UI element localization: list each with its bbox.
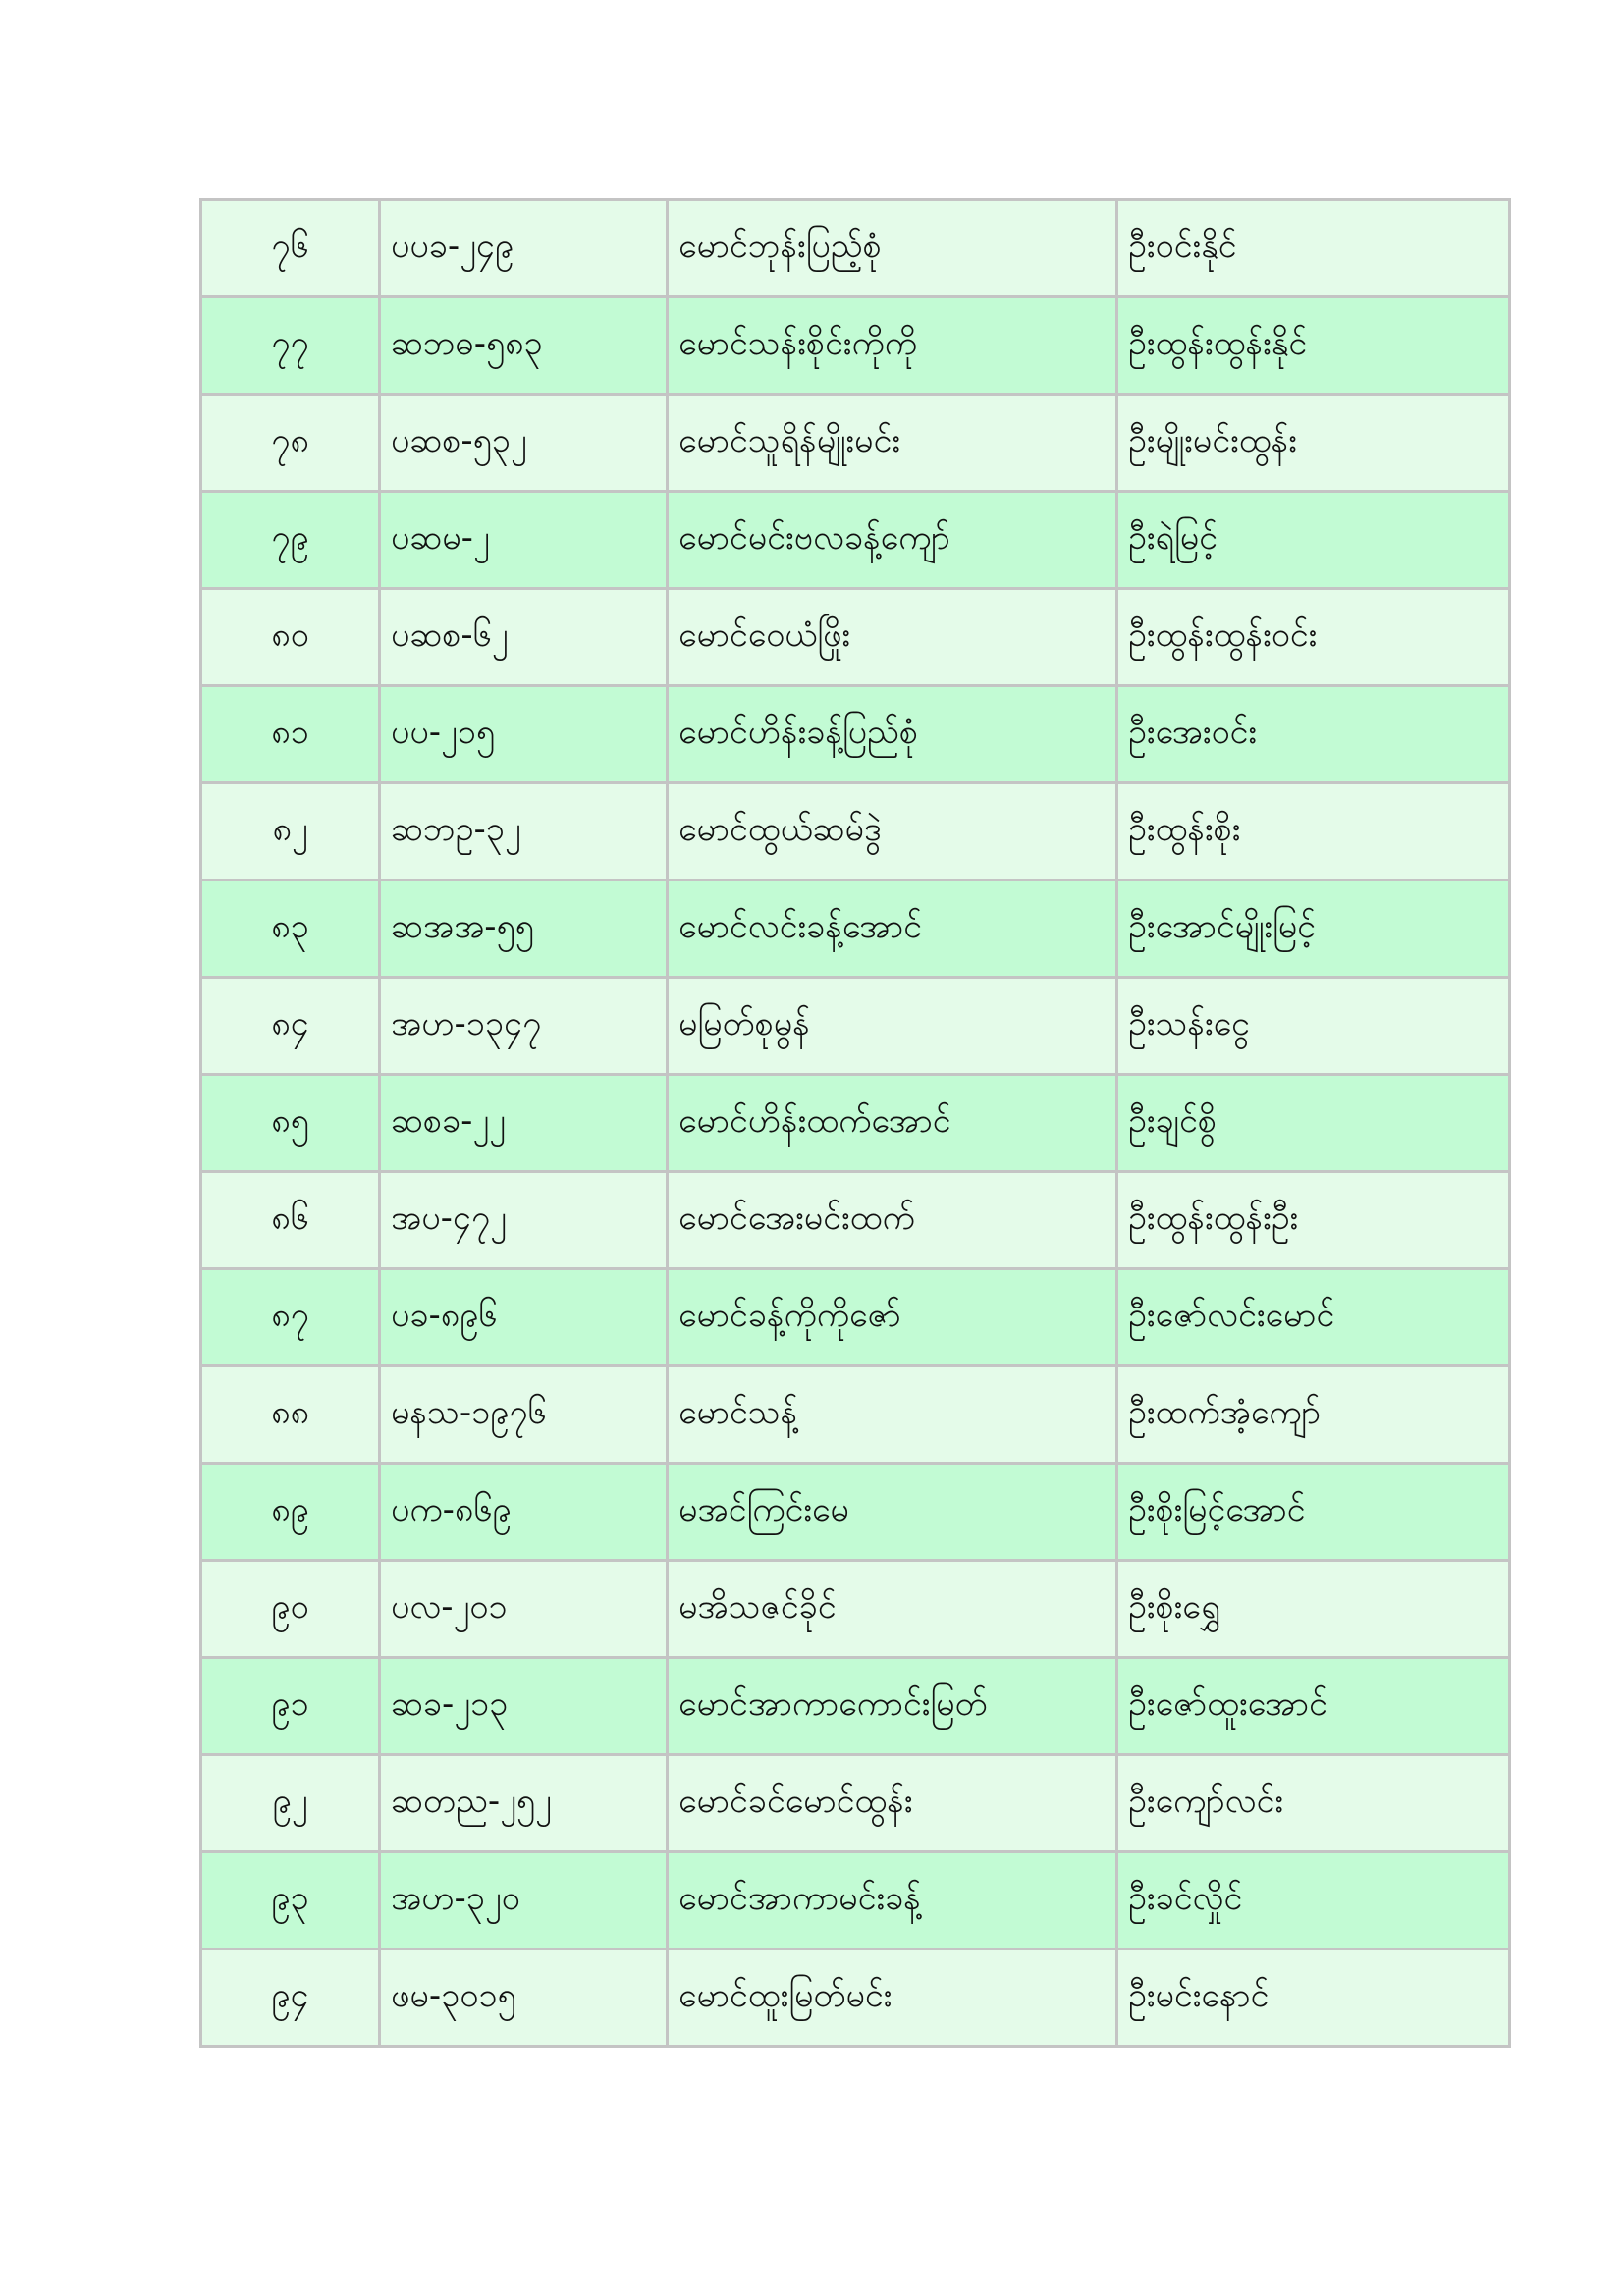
father-name-cell: ဦးဇော်လင်းမောင် (1117, 1269, 1510, 1366)
registration-number-cell: အဟ-၃၂၀ (380, 1852, 668, 1949)
student-name-cell: မောင်ထွယ်ဆမ်ဒွဲ (668, 783, 1117, 881)
row-number-cell: ၈၅ (201, 1075, 380, 1172)
registration-number-cell: ဆစခ-၂၂ (380, 1075, 668, 1172)
father-name-cell: ဦးကျော်လင်း (1117, 1755, 1510, 1852)
student-name-cell: မောင်ဟိန်းခန့်ပြည်စုံ (668, 686, 1117, 783)
student-name-cell: မအင်ကြင်းမေ (668, 1464, 1117, 1561)
table-row (201, 200, 1510, 297)
table-row (201, 1949, 1510, 2047)
table-row (201, 297, 1510, 395)
student-name-cell: မောင်လင်းခန့်အောင် (668, 881, 1117, 978)
table-row (201, 1755, 1510, 1852)
father-name-cell: ဦးသန်းငွေ (1117, 978, 1510, 1075)
row-number-cell: ၇၇ (201, 297, 380, 395)
father-name-cell: ဦးမင်းနောင် (1117, 1949, 1510, 2047)
student-name-cell: မောင်အေးမင်းထက် (668, 1172, 1117, 1269)
table-row (201, 978, 1510, 1075)
father-name-cell: ဦးစိုးမြင့်အောင် (1117, 1464, 1510, 1561)
registration-number-cell: ပဆမ-၂ (380, 492, 668, 589)
table-row (201, 1658, 1510, 1755)
registration-number-cell: ဖမ-၃၀၁၅ (380, 1949, 668, 2047)
table-row (201, 492, 1510, 589)
registration-number-cell: အဟ-၁၃၄၇ (380, 978, 668, 1075)
father-name-cell: ဦးထက်အံ့ကျော် (1117, 1366, 1510, 1464)
student-name-cell: မောင်ခန့်ကိုကိုဇော် (668, 1269, 1117, 1366)
father-name-cell: ဦးထွန်းစိုး (1117, 783, 1510, 881)
father-name-cell: ဦးစိုးရွှေ (1117, 1561, 1510, 1658)
row-number-cell: ၈၈ (201, 1366, 380, 1464)
table-row (201, 1561, 1510, 1658)
father-name-cell: ဦးအေးဝင်း (1117, 686, 1510, 783)
student-name-cell: မအိသဇင်ခိုင် (668, 1561, 1117, 1658)
row-number-cell: ၉၂ (201, 1755, 380, 1852)
father-name-cell: ဦးဝင်းနိုင် (1117, 200, 1510, 297)
row-number-cell: ၈၉ (201, 1464, 380, 1561)
table-row (201, 1269, 1510, 1366)
registration-number-cell: ဆအအ-၅၅ (380, 881, 668, 978)
father-name-cell: ဦးထွန်းထွန်းဦး (1117, 1172, 1510, 1269)
student-name-cell: မောင်ဝေယံဖြိုး (668, 589, 1117, 686)
row-number-cell: ၇၈ (201, 395, 380, 492)
father-name-cell: ဦးထွန်းထွန်းနိုင် (1117, 297, 1510, 395)
registration-number-cell: ပဆစ-၅၃၂ (380, 395, 668, 492)
registration-number-cell: ဆခ-၂၁၃ (380, 1658, 668, 1755)
student-name-cell: မောင်ဟိန်းထက်အောင် (668, 1075, 1117, 1172)
father-name-cell: ဦးဇော်ထူးအောင် (1117, 1658, 1510, 1755)
row-number-cell: ၈၇ (201, 1269, 380, 1366)
father-name-cell: ဦးချင်စွိ (1117, 1075, 1510, 1172)
registration-number-cell: အပ-၄၇၂ (380, 1172, 668, 1269)
row-number-cell: ၈၃ (201, 881, 380, 978)
table-row (201, 1075, 1510, 1172)
registration-number-cell: ပပ-၂၁၅ (380, 686, 668, 783)
row-number-cell: ၉၀ (201, 1561, 380, 1658)
registration-number-cell: ပလ-၂၀၁ (380, 1561, 668, 1658)
row-number-cell: ၇၆ (201, 200, 380, 297)
table-row (201, 1172, 1510, 1269)
student-name-cell: မောင်အာကာမင်းခန့် (668, 1852, 1117, 1949)
registration-number-cell: မနသ-၁၉၇၆ (380, 1366, 668, 1464)
student-name-cell: မောင်ဘုန်းပြည့်စုံ (668, 200, 1117, 297)
registration-number-cell: ပခ-၈၉၆ (380, 1269, 668, 1366)
father-name-cell: ဦးရဲမြင့် (1117, 492, 1510, 589)
row-number-cell: ၈၆ (201, 1172, 380, 1269)
registration-number-cell: ဆဘဓ-၅၈၃ (380, 297, 668, 395)
table-row (201, 1366, 1510, 1464)
registration-number-cell: ပပခ-၂၄၉ (380, 200, 668, 297)
table-row (201, 783, 1510, 881)
father-name-cell: ဦးထွန်းထွန်းဝင်း (1117, 589, 1510, 686)
father-name-cell: ဦးခင်လှိုင် (1117, 1852, 1510, 1949)
table-row (201, 881, 1510, 978)
table-row (201, 1852, 1510, 1949)
row-number-cell: ၈၁ (201, 686, 380, 783)
father-name-cell: ဦးအောင်မျိုးမြင့် (1117, 881, 1510, 978)
student-name-cell: မောင်ခင်မောင်ထွန်း (668, 1755, 1117, 1852)
row-number-cell: ၈၂ (201, 783, 380, 881)
student-name-cell: မောင်သန်းစိုင်းကိုကို (668, 297, 1117, 395)
student-name-cell: မောင်သူရိန်မျိုးမင်း (668, 395, 1117, 492)
row-number-cell: ၈၀ (201, 589, 380, 686)
registration-number-cell: ဆတည-၂၅၂ (380, 1755, 668, 1852)
student-name-cell: မောင်သန့် (668, 1366, 1117, 1464)
student-name-cell: မမြတ်စုမွန် (668, 978, 1117, 1075)
registration-number-cell: ပဆစ-၆၂ (380, 589, 668, 686)
table-row (201, 589, 1510, 686)
row-number-cell: ၇၉ (201, 492, 380, 589)
student-roster-table (199, 198, 1511, 2048)
student-name-cell: မောင်အာကာကောင်းမြတ် (668, 1658, 1117, 1755)
row-number-cell: ၉၁ (201, 1658, 380, 1755)
student-name-cell: မောင်ထူးမြတ်မင်း (668, 1949, 1117, 2047)
table-row (201, 1464, 1510, 1561)
student-name-cell: မောင်မင်းဗလခန့်ကျော် (668, 492, 1117, 589)
table-row (201, 395, 1510, 492)
table-row (201, 686, 1510, 783)
row-number-cell: ၉၃ (201, 1852, 380, 1949)
registration-number-cell: ဆဘဥ-၃၂ (380, 783, 668, 881)
row-number-cell: ၉၄ (201, 1949, 380, 2047)
registration-number-cell: ပက-၈၆၉ (380, 1464, 668, 1561)
row-number-cell: ၈၄ (201, 978, 380, 1075)
father-name-cell: ဦးမျိုးမင်းထွန်း (1117, 395, 1510, 492)
